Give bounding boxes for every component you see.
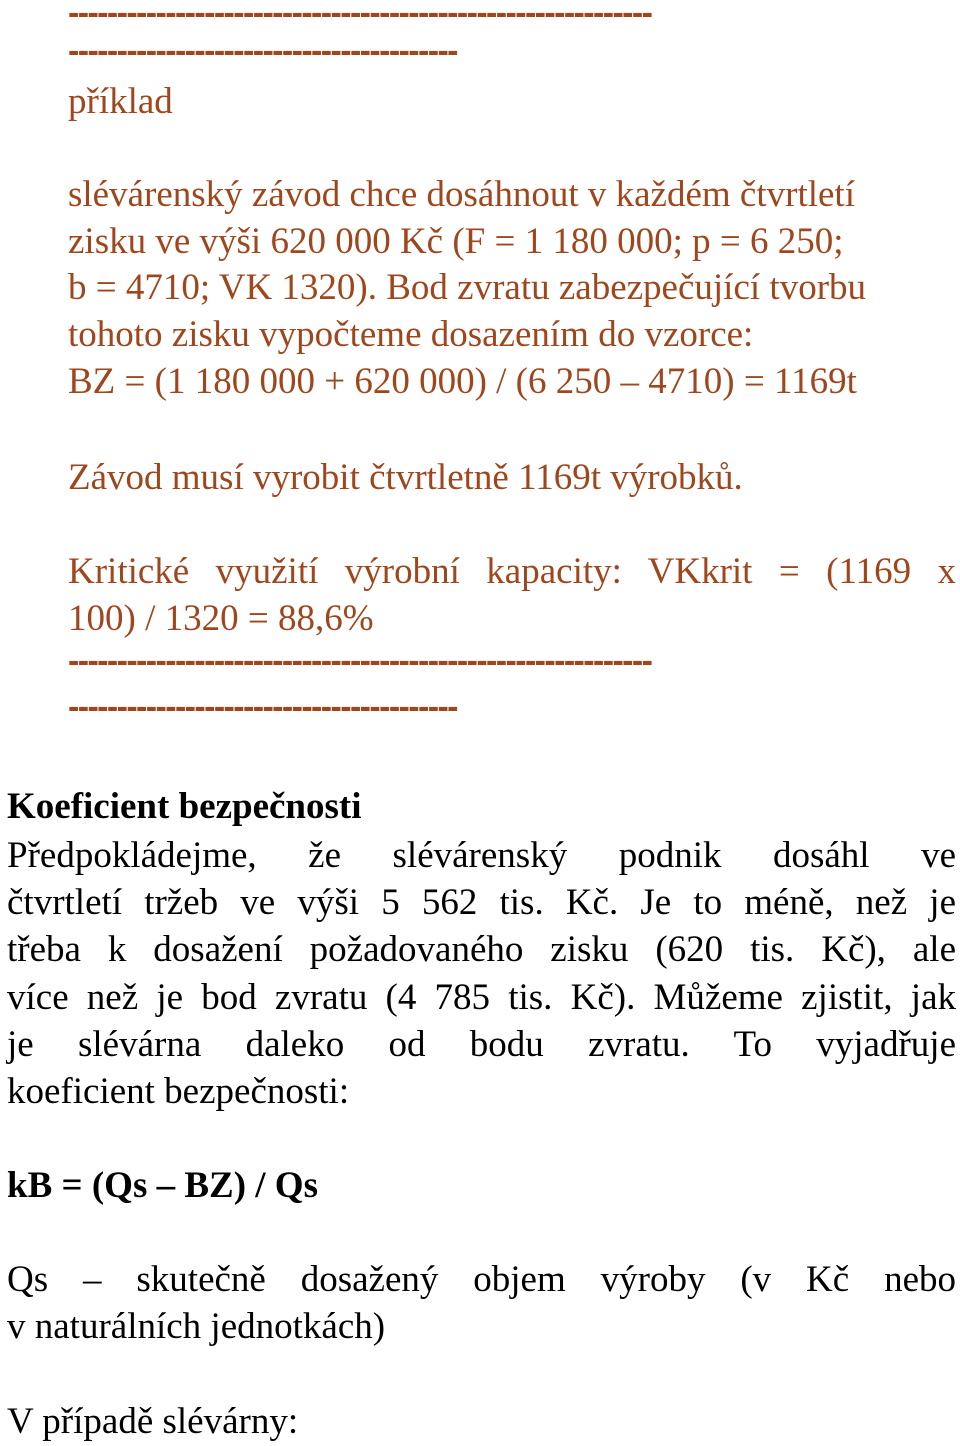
case-label: V případě slévárny: [7, 1401, 299, 1442]
example-paragraph-1-line-3: b = 4710; VK 1320). Bod zvratu zabezpečující tvorbu [68, 267, 867, 308]
separator-top-2: ---------------------------------------- [68, 32, 457, 70]
safety-paragraph-line-1: Předpokládejme, že slévárenský podnik dosáhl ve [7, 835, 956, 876]
safety-coefficient-formula: kB = (Qs – BZ) / Qs [7, 1165, 318, 1206]
separator-bottom-2: ---------------------------------------- [68, 688, 457, 726]
example-paragraph-1-line-4: tohoto zisku vypočteme dosazením do vzorce: [68, 314, 754, 355]
safety-paragraph-line-2: čtvrtletí tržeb ve výši 5 562 tis. Kč. Je to méně, než je [7, 882, 956, 923]
safety-paragraph-line-5: je slévárna daleko od bodu zvratu. To vyjadřuje [7, 1024, 956, 1065]
example-paragraph-1-line-1: slévárenský závod chce dosáhnout v každém čtvrtletí [68, 174, 855, 215]
separator-bottom-1: ------------------------------------------------------------ [68, 642, 652, 680]
definition-line-2: v naturálních jednotkách) [7, 1306, 386, 1347]
example-paragraph-2: Závod musí vyrobit čtvrtletně 1169t výrobků. [68, 457, 743, 498]
example-paragraph-3-line-2: 100) / 1320 = 88,6% [68, 598, 374, 639]
definition-line-1: Qs – skutečně dosažený objem výroby (v Kč nebo [7, 1259, 956, 1300]
safety-paragraph-line-4: více než je bod zvratu (4 785 tis. Kč). Můžeme zjistit, jak [7, 977, 956, 1018]
safety-paragraph-line-3: třeba k dosažení požadovaného zisku (620 tis. Kč), ale [7, 929, 956, 970]
example-heading: příklad [68, 81, 173, 122]
section-heading: Koeficient bezpečnosti [7, 786, 362, 827]
safety-paragraph-line-6: koeficient bezpečnosti: [7, 1071, 350, 1112]
break-even-formula-result: BZ = (1 180 000 + 620 000) / (6 250 – 4710) = 1169t [68, 361, 857, 402]
example-paragraph-1-line-2: zisku ve výši 620 000 Kč (F = 1 180 000; p = 6 250; [68, 221, 844, 262]
example-paragraph-3-line-1: Kritické využití výrobní kapacity: VKkrit = (1169 x [68, 551, 956, 592]
separator-top-1: ------------------------------------------------------------ [68, 0, 652, 32]
